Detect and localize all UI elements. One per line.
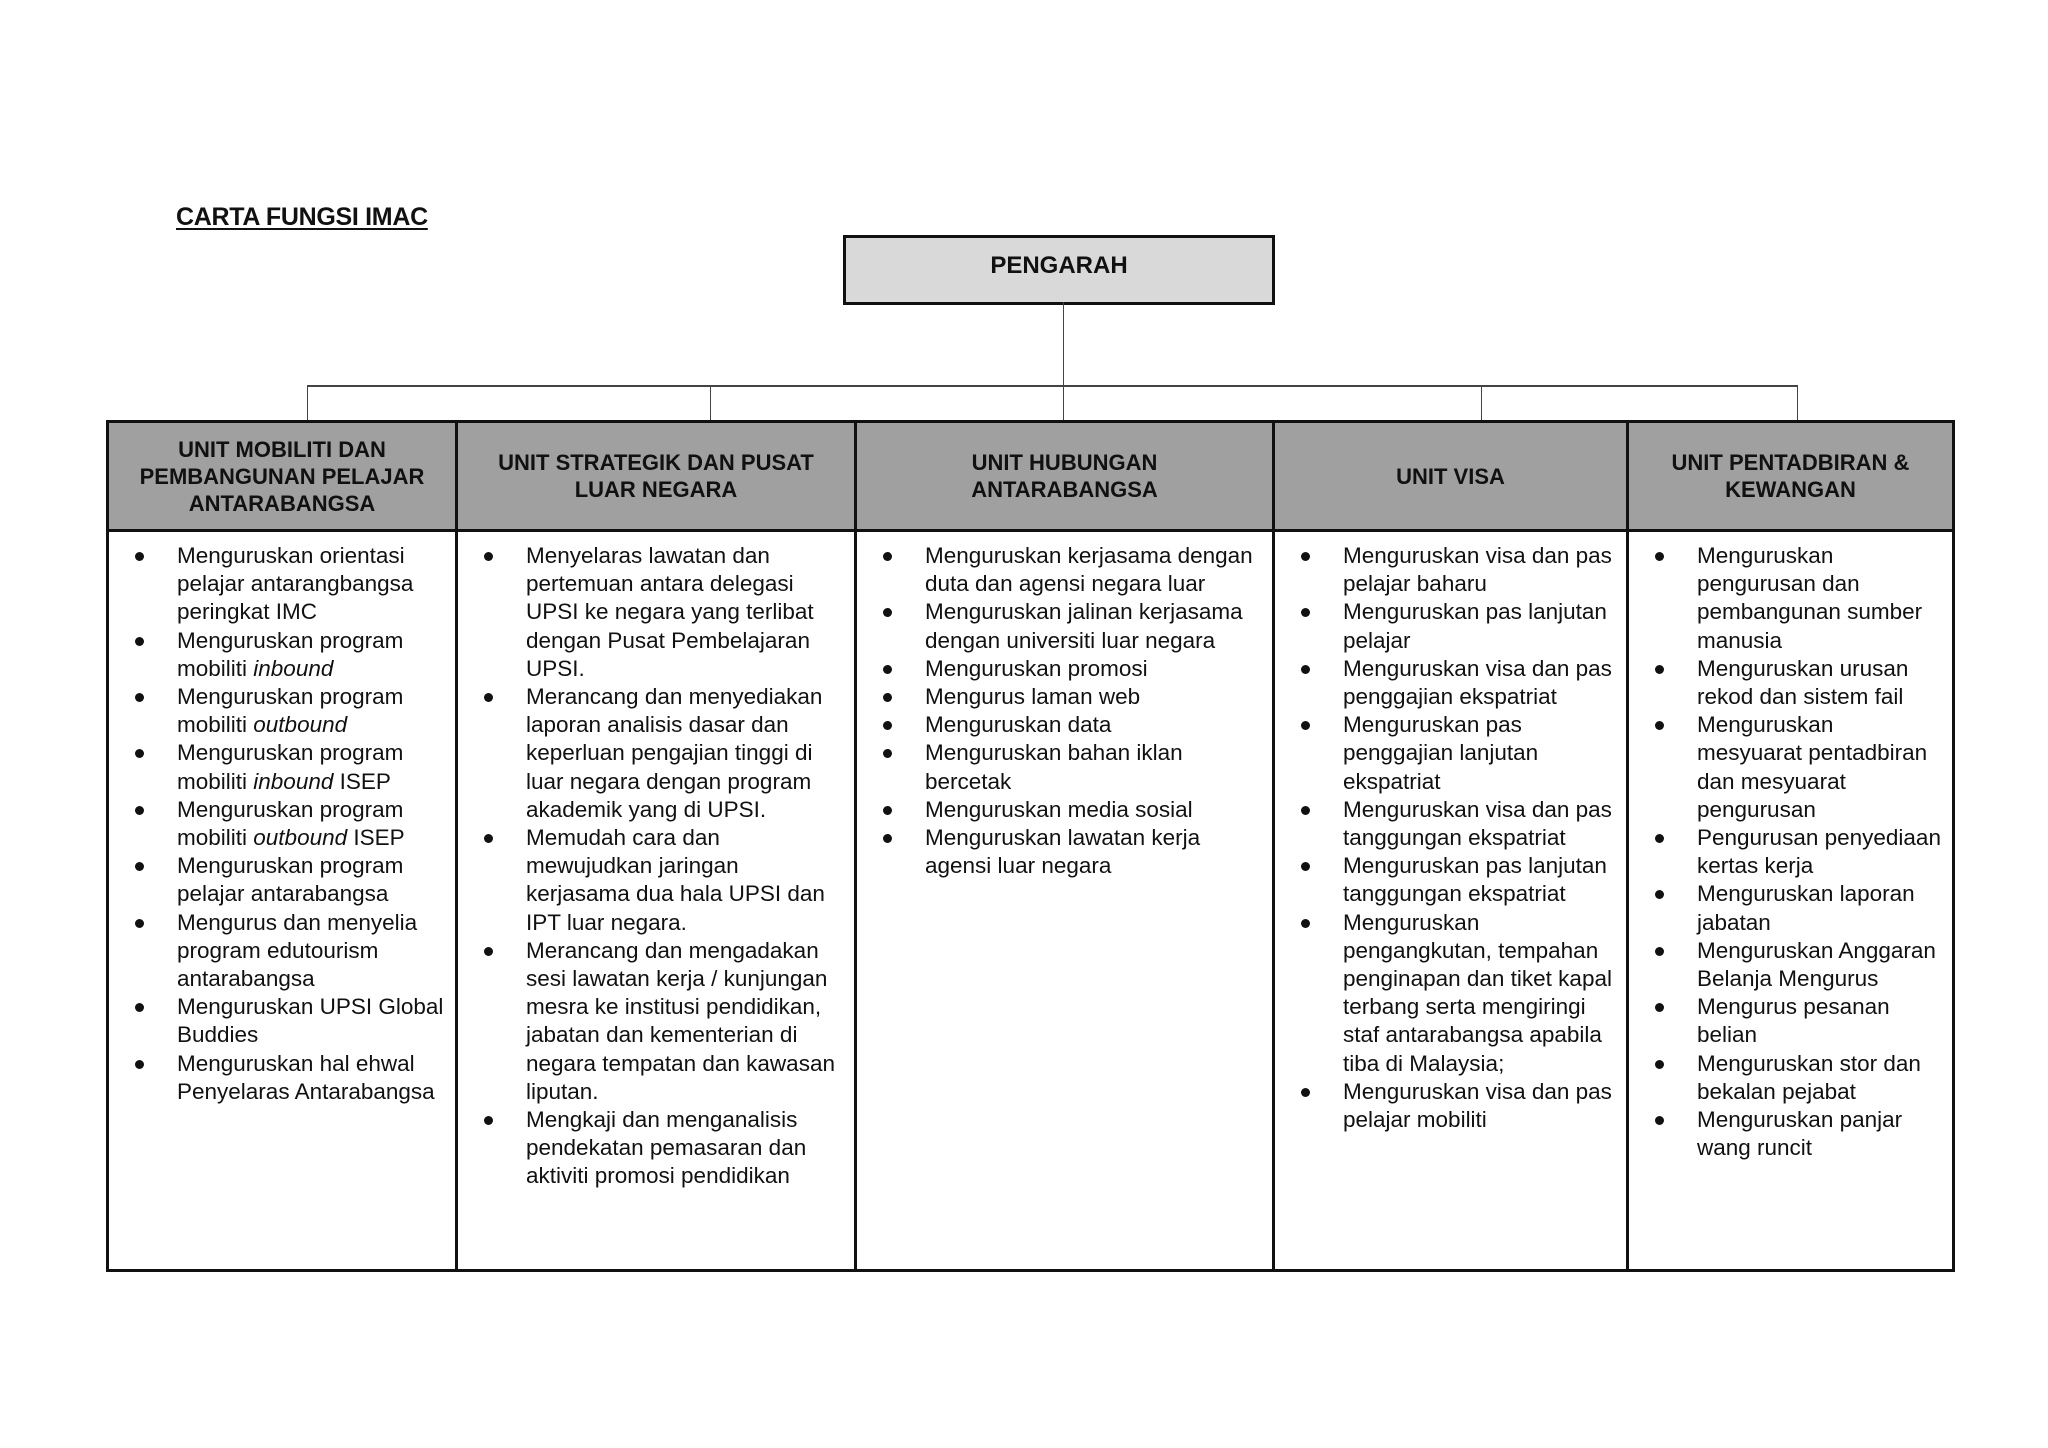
bullet-icon [1301,862,1310,871]
bullet-icon [135,552,144,561]
bullet-icon [484,1116,493,1125]
function-text: Menguruskan mesyuarat pentadbiran dan mesyuarat pengurusan [1697,712,1928,822]
function-item [857,711,1264,739]
function-item [857,542,1264,598]
connector-horizontal [307,385,1798,387]
connector-drop-5 [1797,385,1798,420]
function-text: Menguruskan stor dan bekalan pejabat [1697,1050,1921,1104]
function-italic-term: inbound [253,768,334,794]
bullet-icon [883,721,892,730]
bullet-icon [883,552,892,561]
connector-trunk [1063,302,1064,420]
function-suffix: ISEP [333,768,391,794]
bullet-icon [135,637,144,646]
unit-functions-cell [1274,531,1628,1271]
bullet-icon [883,749,892,758]
bullet-icon [883,693,892,702]
function-item [109,796,447,852]
bullet-icon [1655,890,1664,899]
function-text: Menguruskan pengurusan dan pembangunan sumber manusia [1697,543,1923,653]
unit-header: UNIT VISA [1274,422,1628,531]
bullet-icon [1655,721,1664,730]
function-item [109,993,447,1049]
connector-drop-2 [710,385,711,420]
function-text: Memudah cara dan mewujudkan jaringan kerjasama dua hala UPSI dan IPT luar negara. [526,825,825,935]
function-item [1629,1050,1944,1106]
connector-drop-1 [307,385,308,420]
unit-header-row [108,422,1954,531]
bullet-icon [1655,552,1664,561]
function-item [458,1106,846,1191]
bullet-icon [1301,552,1310,561]
function-item [1629,1106,1944,1162]
function-italic-term: outbound [253,712,348,738]
function-text: Menguruskan program mobiliti [177,627,404,681]
bullet-icon [484,834,493,843]
function-item [1629,711,1944,824]
bullet-icon [1655,1060,1664,1069]
function-item [109,909,447,994]
bullet-icon [883,806,892,815]
function-item [1275,598,1618,654]
bullet-icon [135,862,144,871]
function-text: Menguruskan laporan jabatan [1697,881,1915,935]
bullet-icon [883,608,892,617]
function-item [109,1050,447,1106]
bullet-icon [135,693,144,702]
node-pengarah [843,235,1275,305]
bullet-icon [1301,806,1310,815]
bullet-icon [1301,721,1310,730]
function-text: Menguruskan program pelajar antarabangsa [177,853,404,907]
function-text: Menguruskan pengangkutan, tempahan penginapan dan tiket kapal terbang serta mengiringi staf antarabangsa apabila tiba di Malaysia; [1343,909,1612,1076]
function-item [1275,655,1618,711]
function-italic-term: inbound [253,655,334,681]
function-item [857,683,1264,711]
bullet-icon [1301,1088,1310,1097]
function-list [458,542,846,1191]
function-text: Menguruskan UPSI Global Buddies [177,994,444,1048]
function-item [1275,796,1618,852]
function-text: Mengurus dan menyelia program edutourism antarabangsa [177,909,418,992]
function-item [109,542,447,627]
function-item [857,739,1264,795]
bullet-icon [135,1060,144,1069]
function-item [1629,824,1944,880]
function-text: Merancang dan mengadakan sesi lawatan kerja / kunjungan mesra ke institusi pendidikan, jabatan dan kementerian di negara tempatan dan kawasan liputan. [526,937,835,1104]
function-item [1275,852,1618,908]
function-list [109,542,447,1106]
bullet-icon [1301,665,1310,674]
function-text: Mengkaji dan menganalisis pendekatan pemasaran dan aktiviti promosi pendidikan [526,1107,807,1189]
unit-header: UNIT MOBILITI DAN PEMBANGUNAN PELAJAR ANTARABANGSA [108,422,457,531]
function-text: Menguruskan media sosial [925,796,1193,822]
unit-header: UNIT STRATEGIK DAN PUSAT LUAR NEGARA [457,422,856,531]
function-item [1275,711,1618,796]
bullet-icon [1655,1003,1664,1012]
bullet-icon [1655,1116,1664,1125]
function-text: Pengurusan penyediaan kertas kerja [1697,825,1941,879]
bullet-icon [135,749,144,758]
function-text: Menguruskan program mobiliti [177,684,404,738]
unit-functions-row [108,531,1954,1271]
function-text: Menguruskan promosi [925,655,1148,681]
function-text: Menguruskan visa dan pas penggajian ekspatriat [1343,655,1612,710]
function-text: Menguruskan pas lanjutan tanggungan ekspatriat [1343,853,1607,907]
bullet-icon [135,1003,144,1012]
function-italic-term: outbound [253,825,348,851]
function-item [458,683,846,824]
function-item [1629,655,1944,711]
bullet-icon [1301,919,1310,928]
function-text: Menguruskan lawatan kerja agensi luar negara [925,825,1201,879]
function-text: Menguruskan bahan iklan bercetak [925,740,1183,794]
function-item [458,824,846,937]
unit-header: UNIT PENTADBIRAN & KEWANGAN [1628,422,1954,531]
function-text: Menguruskan Anggaran Belanja Mengurus [1697,937,1936,992]
bullet-icon [135,919,144,928]
unit-header: UNIT HUBUNGAN ANTARABANGSA [856,422,1274,531]
bullet-icon [883,834,892,843]
function-item [1275,909,1618,1078]
unit-functions-cell [108,531,457,1271]
bullet-icon [484,552,493,561]
bullet-icon [883,665,892,674]
function-list [1629,542,1944,1162]
function-text: Menguruskan jalinan kerjasama dengan universiti luar negara [925,599,1243,653]
function-text: Menguruskan hal ehwal Penyelaras Antarabangsa [177,1050,435,1104]
connector-drop-4 [1481,385,1482,420]
function-item [857,655,1264,683]
function-text: Merancang dan menyediakan laporan analisis dasar dan keperluan pengajian tinggi di luar negara dengan program akademik yang di UPSI. [526,684,823,822]
bullet-icon [1655,834,1664,843]
function-text: Mengurus pesanan belian [1697,994,1890,1048]
bullet-icon [484,693,493,702]
unit-functions-cell [457,531,856,1271]
function-item [857,796,1264,824]
bullet-icon [135,806,144,815]
function-text: Menguruskan pas lanjutan pelajar [1343,599,1607,653]
function-item [1275,542,1618,598]
function-item [109,852,447,908]
function-item [857,824,1264,880]
function-item [1275,1078,1618,1134]
bullet-icon [1655,947,1664,956]
function-text: Menguruskan kerjasama dengan duta dan agensi negara luar [925,543,1253,597]
node-pengarah-label: PENGARAH [990,252,1128,279]
function-item [109,683,447,739]
function-text: Menguruskan data [925,712,1112,738]
unit-functions-cell [1628,531,1954,1271]
function-item [857,598,1264,654]
function-text: Menguruskan program mobiliti [177,796,404,851]
function-item [109,739,447,795]
chart-title: CARTA FUNGSI IMAC [176,203,428,231]
function-item [1629,937,1944,993]
function-text: Menyelaras lawatan dan pertemuan antara delegasi UPSI ke negara yang terlibat dengan Pusat Pembelajaran UPSI. [526,543,814,681]
bullet-icon [1301,608,1310,617]
function-text: Menguruskan visa dan pas pelajar baharu [1343,543,1612,597]
bullet-icon [484,947,493,956]
bullet-icon [1655,665,1664,674]
function-text: Menguruskan panjar wang runcit [1697,1107,1903,1161]
unit-functions-cell [856,531,1274,1271]
function-list [857,542,1264,880]
function-item [1629,542,1944,655]
function-text: Menguruskan urusan rekod dan sistem fail [1697,655,1909,710]
function-text: Menguruskan visa dan pas pelajar mobiliti [1343,1078,1612,1133]
units-table [106,420,1955,1272]
function-text: Menguruskan visa dan pas tanggungan ekspatriat [1343,796,1612,851]
function-item [1629,880,1944,936]
function-text: Menguruskan pas penggajian lanjutan ekspatriat [1343,712,1539,794]
function-text: Mengurus laman web [925,684,1141,710]
function-item [1629,993,1944,1049]
function-text: Menguruskan program mobiliti [177,740,404,794]
function-item [458,542,846,683]
function-suffix: ISEP [347,825,405,851]
function-list [1275,542,1618,1134]
function-item [458,937,846,1106]
function-text: Menguruskan orientasi pelajar antarangbangsa peringkat IMC [177,543,414,625]
function-item [109,627,447,683]
